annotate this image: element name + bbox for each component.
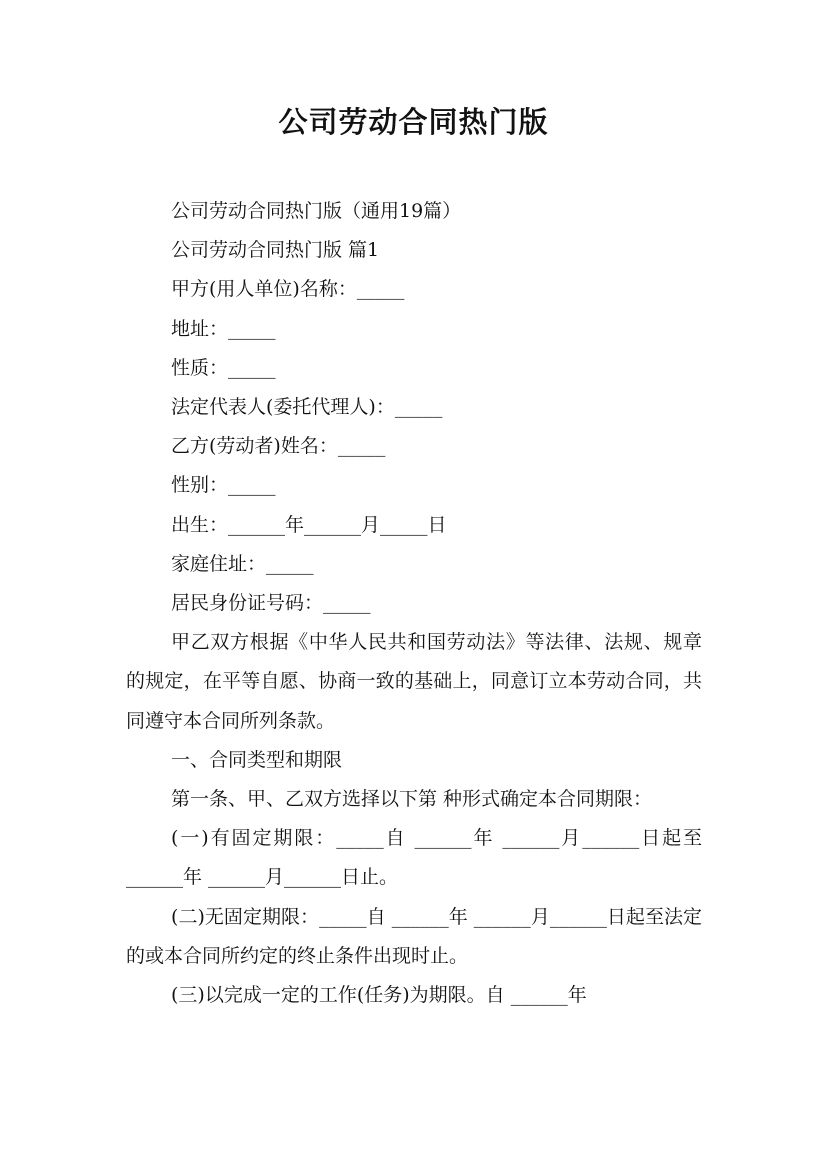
gender-line: 性别：_____ [171,474,276,497]
subtitle-line: 公司劳动合同热门版（通用19篇） [171,200,462,222]
document-title: 公司劳动合同热门版 [278,105,549,139]
address-line: 地址：_____ [171,317,276,340]
option-task-term: (三)以完成一定的工作(任务)为期限。自 ______年 [171,984,587,1007]
employer-name-line: 甲方(用人单位)名称：_____ [171,278,405,301]
agreement-paragraph: 甲乙双方根据《中华人民共和国劳动法》等法律、法规、规章的规定，在平等自愿、协商一致的基础上，同意订立本劳动合同，共同遵守本合同所列条款。 [126,631,702,732]
section-contract-type: 一、合同类型和期限 [171,748,343,771]
document-body [126,192,702,1015]
home-address-line: 家庭住址：_____ [171,552,314,575]
article-1-paragraph: 第一条、甲、乙双方选择以下第 种形式确定本合同期限： [171,788,653,811]
id-number-line: 居民身份证号码：_____ [171,592,371,615]
option-fixed-term: (一)有固定期限：_____自 ______年 ______月______日起至 ______年 ______月______日止。 [126,827,702,889]
legal-representative-line: 法定代表人(委托代理人)：_____ [171,396,443,419]
section-heading-line: 公司劳动合同热门版 篇1 [171,239,380,262]
employee-name-line: 乙方(劳动者)姓名：_____ [171,435,386,458]
option-open-term: (二)无固定期限：_____自 ______年 ______月______日起至法定的或本合同所约定的终止条件出现时止。 [126,905,702,967]
birth-date-line: 出生：______年______月_____日 [171,513,447,536]
nature-line: 性质：_____ [171,356,276,379]
